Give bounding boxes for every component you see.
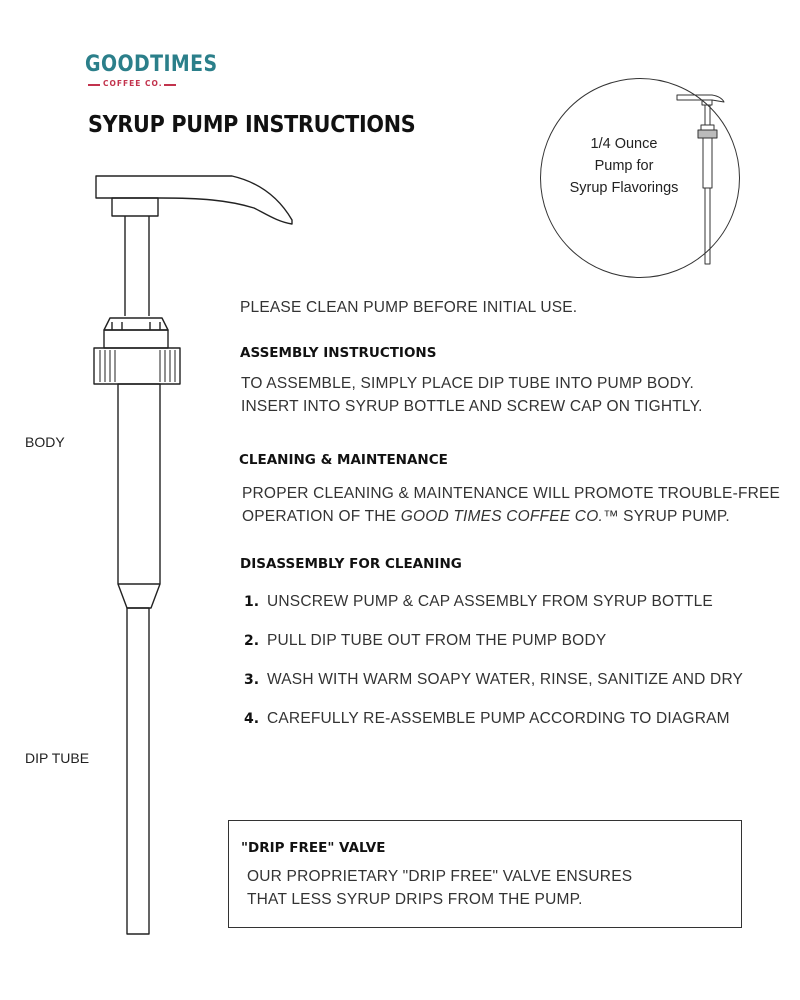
assembly-line-1: TO ASSEMBLE, SIMPLY PLACE DIP TUBE INTO PUMP BODY. bbox=[241, 375, 695, 392]
inset-caption bbox=[565, 133, 683, 199]
cleaning-line-1: PROPER CLEANING & MAINTENANCE WILL PROMOTE TROUBLE-FREE bbox=[242, 485, 781, 502]
cleaning-line-2-start: OPERATION OF THE bbox=[242, 508, 401, 525]
step-number: 4. bbox=[244, 711, 260, 727]
inset-caption-line-1: 1/4 Ounce bbox=[590, 136, 658, 152]
valve-line-2: THAT LESS SYRUP DRIPS FROM THE PUMP. bbox=[247, 891, 583, 908]
inset-caption-line-3: Syrup Flavorings bbox=[569, 180, 679, 196]
step-number: 2. bbox=[244, 633, 260, 649]
intro-text: PLEASE CLEAN PUMP BEFORE INITIAL USE. bbox=[240, 299, 578, 316]
body-label: BODY bbox=[25, 434, 65, 450]
step-text: WASH WITH WARM SOAPY WATER, RINSE, SANITIZE AND DRY bbox=[267, 671, 744, 688]
valve-heading: "DRIP FREE" VALVE bbox=[241, 840, 386, 856]
dip-tube-label: DIP TUBE bbox=[25, 750, 90, 766]
page-title: SYRUP PUMP INSTRUCTIONS bbox=[88, 112, 416, 138]
cleaning-line-2-end: SYRUP PUMP. bbox=[618, 508, 730, 525]
cleaning-line-2 bbox=[242, 505, 730, 528]
assembly-line-2: INSERT INTO SYRUP BOTTLE AND SCREW CAP ON TIGHTLY. bbox=[241, 398, 703, 415]
disassembly-heading: DISASSEMBLY FOR CLEANING bbox=[240, 556, 462, 572]
step-text: UNSCREW PUMP & CAP ASSEMBLY FROM SYRUP BOTTLE bbox=[267, 593, 713, 610]
assembly-heading: ASSEMBLY INSTRUCTIONS bbox=[240, 345, 437, 361]
logo-wordmark: GOODTIMES bbox=[85, 52, 218, 77]
step-number: 3. bbox=[244, 672, 260, 688]
step-text: CAREFULLY RE-ASSEMBLE PUMP ACCORDING TO DIAGRAM bbox=[267, 710, 730, 727]
cleaning-heading: CLEANING & MAINTENANCE bbox=[239, 452, 448, 468]
logo-subtitle: COFFEE CO. bbox=[103, 79, 163, 88]
valve-line-1: OUR PROPRIETARY "DRIP FREE" VALVE ENSURES bbox=[247, 868, 633, 885]
step-text: PULL DIP TUBE OUT FROM THE PUMP BODY bbox=[267, 632, 607, 649]
inset-caption-line-2: Pump for bbox=[594, 158, 654, 174]
step-number: 1. bbox=[244, 594, 260, 610]
brand-name: GOOD TIMES COFFEE CO.™ bbox=[400, 508, 619, 525]
